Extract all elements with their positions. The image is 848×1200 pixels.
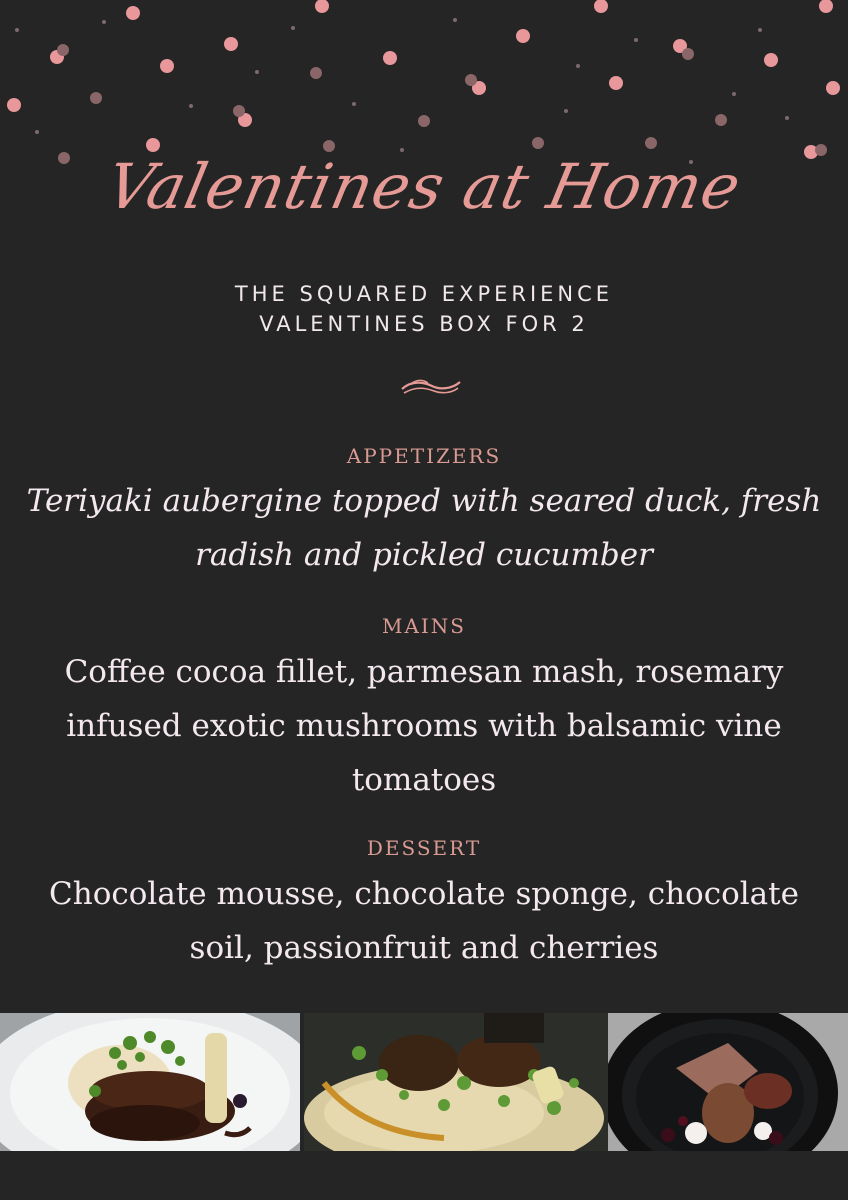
- fillet-mash-photo: [304, 1013, 608, 1151]
- chocolate-dessert-photo: [608, 1013, 848, 1151]
- mains-heading: MAINS: [381, 614, 467, 638]
- appetizers-description: Teriyaki aubergine topped with seared duck, fresh radish and pickled cucumber: [26, 483, 822, 573]
- dessert-description: Chocolate mousse, chocolate sponge, chocolate soil, passionfruit and cherries: [49, 876, 799, 966]
- dessert-heading: DESSERT: [366, 836, 482, 860]
- appetizers-heading: APPETIZERS: [346, 444, 502, 468]
- mains-description: Coffee cocoa fillet, parmesan mash, rosemary infused exotic mushrooms with balsamic vine tomatoes: [64, 654, 784, 798]
- page-title: Valentines at Home: [100, 150, 748, 223]
- flourish-divider-icon: [398, 374, 464, 398]
- subtitle-line-2: VALENTINES BOX FOR 2: [259, 312, 589, 336]
- subtitle-line-1: THE SQUARED EXPERIENCE: [234, 282, 614, 306]
- duck-dish-photo: [0, 1013, 300, 1151]
